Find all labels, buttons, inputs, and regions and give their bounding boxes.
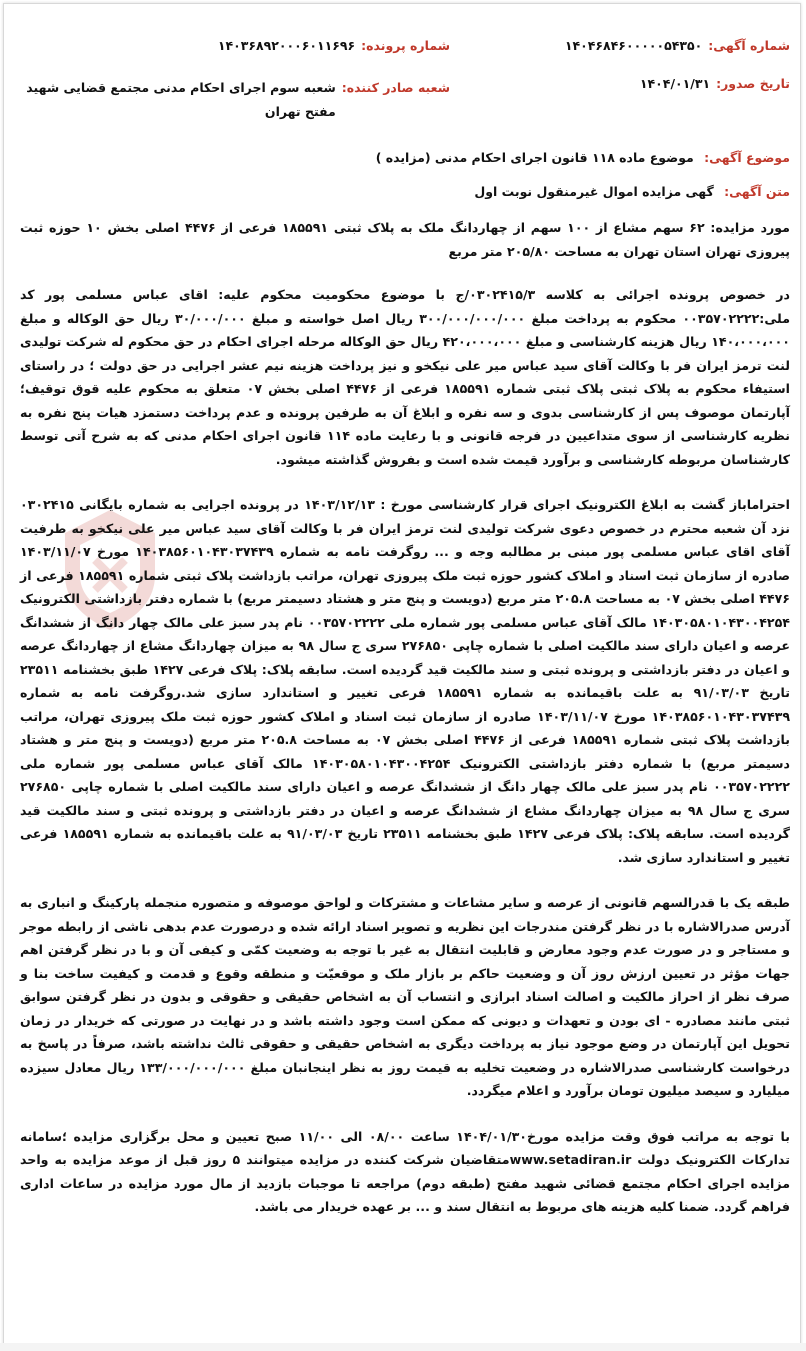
bottom-bar	[0, 1343, 806, 1351]
header-row-1	[22, 38, 790, 53]
issuer-value: شعبه سوم اجرای احکام مدنی مجتمع قضایی شهید مفتح تهران	[26, 80, 336, 119]
auction-time-paragraph: با توجه به مراتب فوق وقت مزایده مورخ۱۴۰۴/۰۱/۳۰ ساعت ۰۸/۰۰ الی ۱۱/۰۰ صبح تعیین و محل برگزاری مزایده ؛سامانه تدارکات الکترونیک دولت www.setadiran.irمتقاضیان شرکت کننده در مزایده میتوانند ۵ روز قبل از موعد مزایده به واحد مزایده اجرای احکام مجتمع قضائی شهید مفتح (طبقه دوم) مراجعه تا موجبات بازدید از مال مورد مزایده در ساعات اداری فراهم گردد. ضمنا کلیه هزینه های مربوط به انتقال سند و ... بر عهده خریدار می باشد.	[20, 1128, 790, 1214]
notice-text-heading	[474, 184, 790, 199]
case-details-paragraph: در خصوص پرونده اجرائی به کلاسه ۰۳۰۲۴۱۵/۳/ج با موضوع محکومیت محکوم علیه: اقای عباس مسلمی پور کد ملی:۰۰۳۵۷۰۲۲۲۲ محکوم به پرداخت مبلغ ۳۰۰/۰۰۰/۰۰۰/۰۰۰ ریال اصل خواسته و مبلغ ۳۰/۰۰۰/۰۰۰ ریال حق الوکاله و مبلغ ۱۴۰،۰۰۰،۰۰۰ ریال هزینه کارشناسی و مبلغ ۴۲۰،۰۰۰،۰۰۰ ریال حق الوکاله مرحله اجرای احکام در حق محکوم له شرکت تولیدی لنت ترمز ایران فر با وکالت آقای سید عباس میر علی نیکخو و نیز پرداخت هزینه نیم عشر اجرایی در حق دولت ؛ در راستای استیفاء محکوم به پلاک ثبتی پلاک ثبتی شماره ۱۸۵۵۹۱ فرعی از ۴۴۷۶ اصلی بخش ۰۷ متعلق به محکوم علیه قوق توقیف؛ آپارتمان موصوف پس از کارشناسی بدوی و سه نفره و ابلاغ آن به طرفین پرونده و عدم پرداخت دستمزد هیات پنج نفره به نظریه کارشناسی از سوی متداعیین در فرجه قانونی و با رعایت ماده ۱۱۴ قانون اجرای احکام مدنی که به شرح آتی توسط کارشناسان مربوطه کارشناسی و برآورد قیمت شده است و بفروش گذاشته میشود.	[20, 287, 790, 467]
issue-date	[600, 76, 790, 124]
notice-text-value: گهی مزایده اموال غیرمنقول نوبت اول	[474, 184, 714, 199]
auction-item-paragraph: مورد مزایده: ۶۲ سهم مشاع از ۱۰۰ سهم از چهاردانگ ملک به پلاک ثبتی ۱۸۵۵۹۱ فرعی از ۴۴۷۶ اصلی بخش ۱۰ حوزه ثبت پیروزی تهران استان تهران به مساحت ۲۰۵/۸۰ متر مربع	[20, 220, 790, 259]
case-number-value: ۱۴۰۳۶۸۹۲۰۰۰۶۰۱۱۶۹۶	[217, 38, 356, 53]
expert-report-paragraph: احتراماباز گشت به ابلاغ الکترونیک اجرای قرار کارشناسی مورخ : ۱۴۰۳/۱۲/۱۳ در پرونده اجرایی به شماره بایگانی ۰۳۰۲۴۱۵ نزد آن شعبه محترم در خصوص دعوی شرکت تولیدی لنت ترمز ایران فر با وکالت آقای سید عباس میر علی نیکخو به طرفیت آقای اقای عباس مسلمی پور مبنی بر مطالبه وجه و ... روگرفت نامه به شماره ۱۴۰۳۸۵۶۰۱۰۴۳۰۳۷۴۳۹ مورخ ۱۴۰۳/۱۱/۰۷ صادره از سازمان ثبت اسناد و املاک کشور حوزه ثبت ملک پیروزی تهران، مراتب بازداشت پلاک ثبتی شماره ۱۸۵۵۹۱ فرعی از ۴۴۷۶ اصلی بخش ۰۷ به مساحت ۲۰۵.۸ متر مربع (دویست و پنج متر و هشتاد دسیمتر مربع) با شماره دفتر بازداشتی الکترونیک ۱۴۰۳۰۵۸۰۱۰۴۳۰۰۴۲۵۴ مالک آقای عباس مسلمی پور شماره ملی ۰۰۳۵۷۰۲۲۲۲ نام پدر سبز علی مالک چهار دانگ از ششدانگ عرصه و اعیان دارای سند مالکیت اصلی با شماره چاپی ۲۷۶۸۵۰ سری ج سال ۹۸ به میزان چهاردانگ مشاع از چهاردانگ عرصه و اعیان در دفتر بازداشتی و پرونده ثبتی و سند مالکیت قید گردیده است. سابقه پلاک: پلاک فرعی ۱۴۲۷ طبق بخشنامه ۲۳۵۱۱ تاریخ ۹۱/۰۳/۰۳ به علت باقیمانده به شماره ۱۸۵۵۹۱ فرعی تغییر و استاندارد سازی شد.روگرفت نامه به شماره ۱۴۰۳۸۵۶۰۱۰۴۳۰۳۷۴۳۹ مورخ ۱۴۰۳/۱۱/۰۷ صادره از سازمان ثبت اسناد و املاک کشور حوزه ثبت ملک پیروزی تهران، مراتب بازداشت پلاک ثبتی شماره ۱۸۵۵۹۱ فرعی از ۴۴۷۶ اصلی بخش ۰۷ به مساحت ۲۰۵.۸ متر مربع (دویست و پنج متر و هشتاد دسیمتر مربع) با شماره دفتر بازداشتی الکترونیک ۱۴۰۳۰۵۸۰۱۰۴۳۰۰۴۲۵۴ مالک آقای عباس مسلمی پور شماره ملی ۰۰۳۵۷۰۲۲۲۲ نام پدر سبز علی مالک چهار دانگ از ششدانگ عرصه و اعیان دارای سند مالکیت اصلی با شماره چاپی ۲۷۶۸۵۰ سری ج سال ۹۸ به میزان چهاردانگ مشاع از ششدانگ عرصه و اعیان در دفتر بازداشتی و پرونده ثبتی و سند مالکیت قید گردیده است. سابقه پلاک: پلاک فرعی ۱۴۲۷ طبق بخشنامه ۲۳۵۱۱ تاریخ ۹۱/۰۳/۰۳ به علت باقیمانده به شماره ۱۸۵۵۹۱ فرعی تغییر و استاندارد سازی شد.	[20, 497, 791, 865]
subject-value: موضوع ماده ۱۱۸ قانون اجرای احکام مدنی (مزایده )	[375, 150, 694, 165]
issue-date-value: ۱۴۰۴/۰۱/۳۱	[639, 76, 711, 91]
issue-date-label: تاریخ صدور:	[716, 76, 790, 91]
subject-label: موضوع آگهی:	[704, 150, 790, 165]
case-number	[22, 38, 600, 53]
notice-number	[564, 38, 790, 53]
notice-body	[20, 216, 790, 1241]
notice-number-label: شماره آگهی:	[708, 38, 790, 53]
issuer-label: شعبه صادر کننده:	[341, 80, 450, 95]
valuation-paragraph: طبقه یک با قدرالسهم قانونی از عرصه و سایر مشاعات و مشترکات و لواحق موصوفه و متصوره منجمله پارکینگ و انباری به آدرس صدرالاشاره با در نظر گرفتن مندرجات این نظریه و تصویر اسناد ارائه شده و درصورت عدم بدهی ناشی از رابطه موجر و مستاجر و در صورت عدم وجود معارض و قابلیت انتقال به غیر با توجه به وضعیت کمّی و کیفی آن و با در نظر گرفتن اهم جهات مؤثر در تعیین ارزش روز آن و وضعیت حاکم بر بازار ملک و موقعیّت و منطقه وقوع و قدمت و کیفیت ساخت بنا و صرف نظر از احراز مالکیت و اصالت اسناد ابرازی و انتساب آن به اشخاص حقیقی و حقوقی و بدون در نظر گرفتن سوابق ثبتی مانند مصادره - ای بودن و تعهدات و دیونی که ممکن است وجود داشته باشد و در نهایت در صورتی که خریدار در زمان تحویل این آپارتمان در وضع موجود نیاز به پرداخت دیگری به اشخاص حقیقی و حقوقی ثالث نداشته باشد، صرفاً در پاسخ به درخواست کارشناسی صدرالاشاره در وضعیت تخلیه به قیمت روز به نظر اینجانبان مبلغ ۱۳۳/۰۰۰/۰۰۰/۰۰۰ ریال معادل سیزده میلیارد و سیصد میلیون تومان برآورد و اعلام میگردد.	[20, 895, 790, 1098]
case-number-label: شماره پرونده:	[361, 38, 450, 53]
notice-number-value: ۱۴۰۴۶۸۴۶۰۰۰۰۰۵۴۳۵۰	[564, 38, 703, 53]
header-row-2	[22, 76, 790, 124]
issuer	[22, 76, 600, 124]
notice-subject	[376, 150, 790, 165]
notice-text-label: متن آگهی:	[724, 184, 790, 199]
